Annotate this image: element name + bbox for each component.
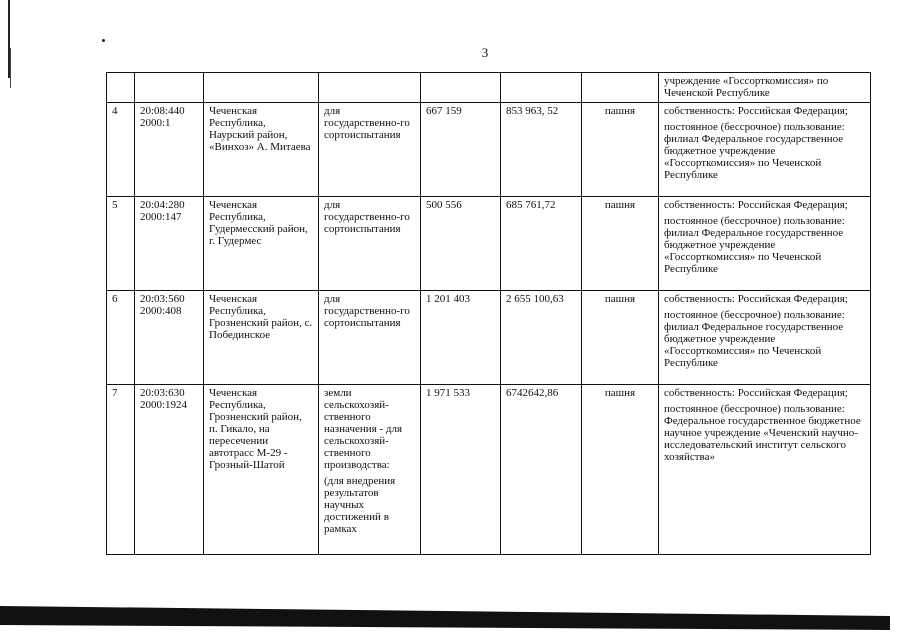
cell-num [107,73,135,103]
cell-cadastral: 20:03:560 2000:408 [135,291,204,385]
rights-ownership: собственность: Российская Федерация; [664,293,848,305]
cell-rights [659,103,871,197]
cell-cadastral [135,73,204,103]
cell-num: 5 [107,197,135,291]
cell-area: 667 159 [421,103,501,197]
cell-value: 2 655 100,63 [501,291,582,385]
cell-cadastral: 20:03:630 2000:1924 [135,385,204,555]
scan-bottom-edge [0,606,890,636]
cell-value [501,73,582,103]
cell-area: 500 556 [421,197,501,291]
cell-use [582,73,659,103]
table-row [107,385,871,555]
purpose-text: земли сельскохозяй-ственного назначения - для сельскохозяй-ственного производства: [324,387,402,471]
cell-rights [659,197,871,291]
table-row [107,103,871,197]
cell-location [204,73,319,103]
rights-ownership: собственность: Российская Федерация; [664,387,848,399]
cell-use: пашня [582,385,659,555]
cell-num: 6 [107,291,135,385]
rights-ownership: собственность: Российская Федерация; [664,105,848,117]
cell-rights [659,73,871,103]
cell-area: 1 201 403 [421,291,501,385]
rights-usage: постоянное (бессрочное) пользование: Федеральное государственное бюджетное научное учреждение «Чеченский научно-исследовательский институт сельского хозяйства» [664,403,861,463]
cell-value: 853 963, 52 [501,103,582,197]
cell-purpose [319,385,421,555]
cell-cadastral: 20:04:280 2000:147 [135,197,204,291]
cell-use: пашня [582,291,659,385]
cell-purpose [319,291,421,385]
cell-use: пашня [582,103,659,197]
cell-value: 685 761,72 [501,197,582,291]
cell-purpose [319,103,421,197]
cell-rights [659,291,871,385]
rights-usage: постоянное (бессрочное) пользование: филиал Федеральное государственное бюджетное учреждение «Госсорткомиссия» по Чеченской Республике [664,121,845,181]
purpose-text: для государственно-го сортоиспытания [324,105,410,141]
page-number: 3 [481,45,489,60]
rights-ownership: собственность: Российская Федерация; [664,199,848,211]
rights-usage: постоянное (бессрочное) пользование: филиал Федеральное государственное бюджетное учреждение «Госсорткомиссия» по Чеченской Республике [664,309,845,369]
land-registry-table [106,72,871,555]
cell-purpose [319,197,421,291]
cell-area: 1 971 533 [421,385,501,555]
cell-location: Чеченская Республика, Грозненский район, п. Гикало, на пересечении автотрасс М-29 - Грозный-Шатой [204,385,319,555]
table-row [107,291,871,385]
cell-purpose [319,73,421,103]
table-row [107,197,871,291]
cell-num: 4 [107,103,135,197]
scan-speck [102,39,105,42]
rights-usage: учреждение «Госсорткомиссия» по Чеченской Республике [664,75,829,99]
cell-rights [659,385,871,555]
cell-num: 7 [107,385,135,555]
cell-location: Чеченская Республика, Гудермесский район, г. Гудермес [204,197,319,291]
cell-location: Чеченская Республика, Наурский район, «Винхоз» А. Митаева [204,103,319,197]
cell-location: Чеченская Республика, Грозненский район, с. Побединское [204,291,319,385]
cell-use: пашня [582,197,659,291]
table-row-continuation [107,73,871,103]
cell-area [421,73,501,103]
cell-cadastral: 20:08:440 2000:1 [135,103,204,197]
purpose-text: для государственно-го сортоиспытания [324,293,410,329]
purpose-text-continued: (для внедрения результатов научных достижений в рамках [324,475,396,535]
purpose-text: для государственно-го сортоиспытания [324,199,410,235]
rights-usage: постоянное (бессрочное) пользование: филиал Федеральное государственное бюджетное учреждение «Госсорткомиссия» по Чеченской Республике [664,215,845,275]
cell-value: 6742642,86 [501,385,582,555]
